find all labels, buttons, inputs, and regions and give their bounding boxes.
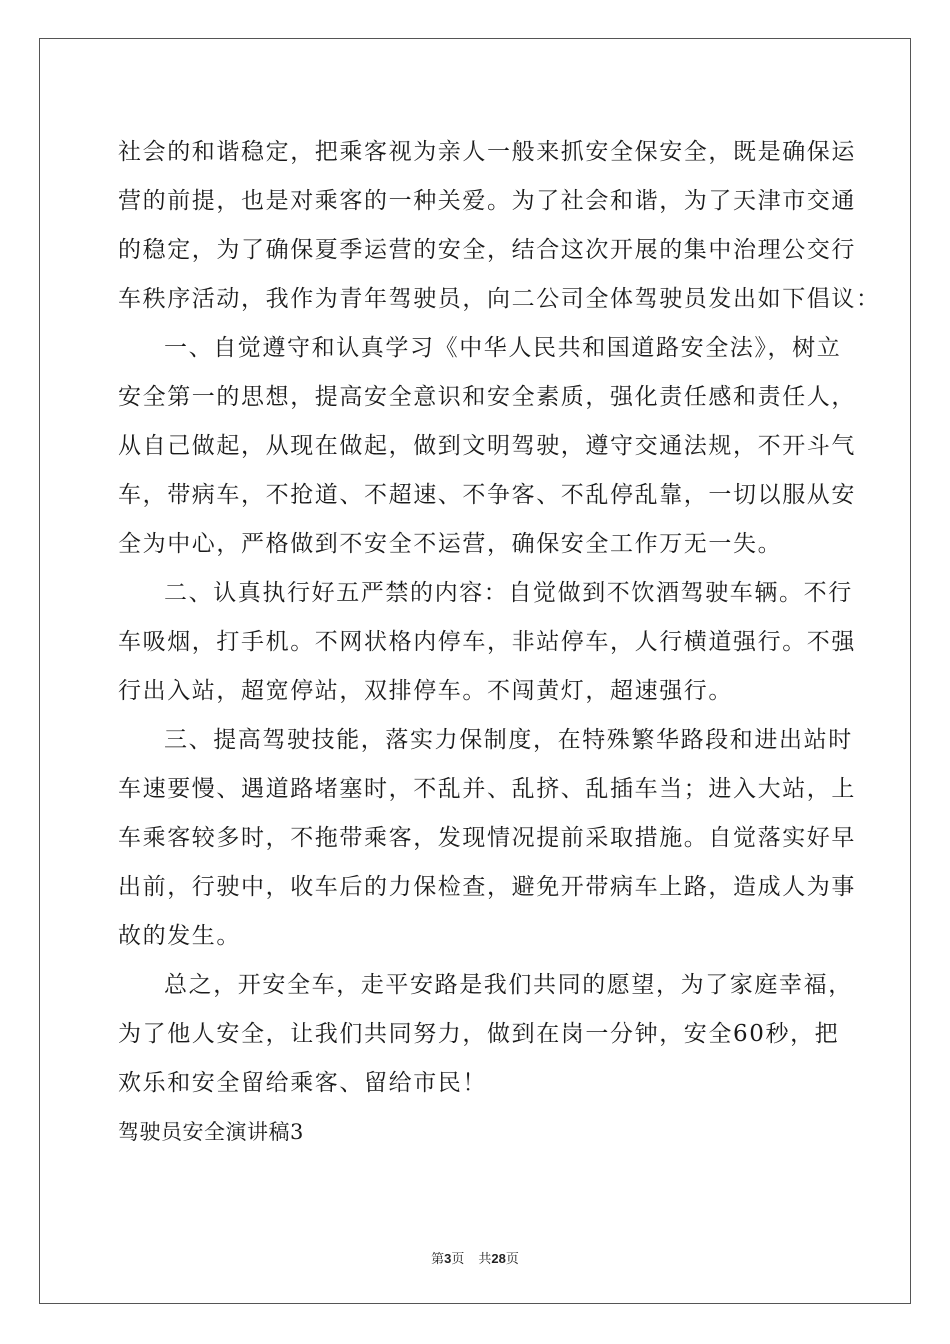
text-line: 为了他人安全，让我们共同努力，做到在岗一分钟，安全60秒，把 bbox=[118, 1021, 840, 1047]
text-line: 行出入站，超宽停站，双排停车。不闯黄灯，超速强行。 bbox=[118, 678, 733, 704]
document-body bbox=[118, 128, 881, 1157]
total-pages: 28 bbox=[491, 1251, 506, 1266]
page-footer bbox=[0, 1248, 950, 1267]
text-line: 的稳定，为了确保夏季运营的安全，结合这次开展的集中治理公交行 bbox=[118, 237, 856, 263]
page-number: 3 bbox=[444, 1251, 452, 1266]
text-line: 出前，行驶中，收车后的力保检查，避免开带病车上路，造成人为事 bbox=[118, 874, 856, 900]
page-suffix: 页 bbox=[451, 1252, 465, 1267]
paragraph-start-line: 三、提高驾驶技能，落实力保制度，在特殊繁华路段和进出站时 bbox=[164, 727, 853, 753]
text-line: 车秩序活动，我作为青年驾驶员，向二公司全体驾驶员发出如下倡议： bbox=[118, 286, 881, 312]
paragraph-start-line: 总之，开安全车，走平安路是我们共同的愿望，为了家庭幸福， bbox=[164, 972, 853, 998]
total-prefix: 共 bbox=[478, 1252, 492, 1267]
text-line: 营的前提，也是对乘客的一种关爱。为了社会和谐，为了天津市交通 bbox=[118, 188, 856, 214]
paragraph-start-line: 二、认真执行好五严禁的内容：自觉做到不饮酒驾驶车辆。不行 bbox=[164, 580, 853, 606]
paragraph-start-line: 一、自觉遵守和认真学习《中华人民共和国道路安全法》，树立 bbox=[164, 335, 842, 361]
text-line: 社会的和谐稳定，把乘客视为亲人一般来抓安全保安全，既是确保运 bbox=[118, 139, 856, 165]
section-heading: 驾驶员安全演讲稿3 bbox=[118, 1120, 304, 1144]
text-line: 车吸烟，打手机。不网状格内停车，非站停车，人行横道强行。不强 bbox=[118, 629, 856, 655]
text-line: 车乘客较多时，不拖带乘客，发现情况提前采取措施。自觉落实好早 bbox=[118, 825, 856, 851]
text-line: 全为中心，严格做到不安全不运营，确保安全工作万无一失。 bbox=[118, 531, 783, 557]
text-line: 车，带病车，不抢道、不超速、不争客、不乱停乱靠，一切以服从安 bbox=[118, 482, 856, 508]
text-line: 欢乐和安全留给乘客、留给市民！ bbox=[118, 1070, 487, 1096]
page-prefix: 第 bbox=[431, 1252, 445, 1267]
total-suffix: 页 bbox=[505, 1252, 519, 1267]
text-line: 从自己做起，从现在做起，做到文明驾驶，遵守交通法规，不开斗气 bbox=[118, 433, 856, 459]
text-line: 车速要慢、遇道路堵塞时，不乱并、乱挤、乱插车当；进入大站，上 bbox=[118, 776, 856, 802]
text-line: 故的发生。 bbox=[118, 923, 241, 949]
text-line: 安全第一的思想，提高安全意识和安全素质，强化责任感和责任人， bbox=[118, 384, 856, 410]
